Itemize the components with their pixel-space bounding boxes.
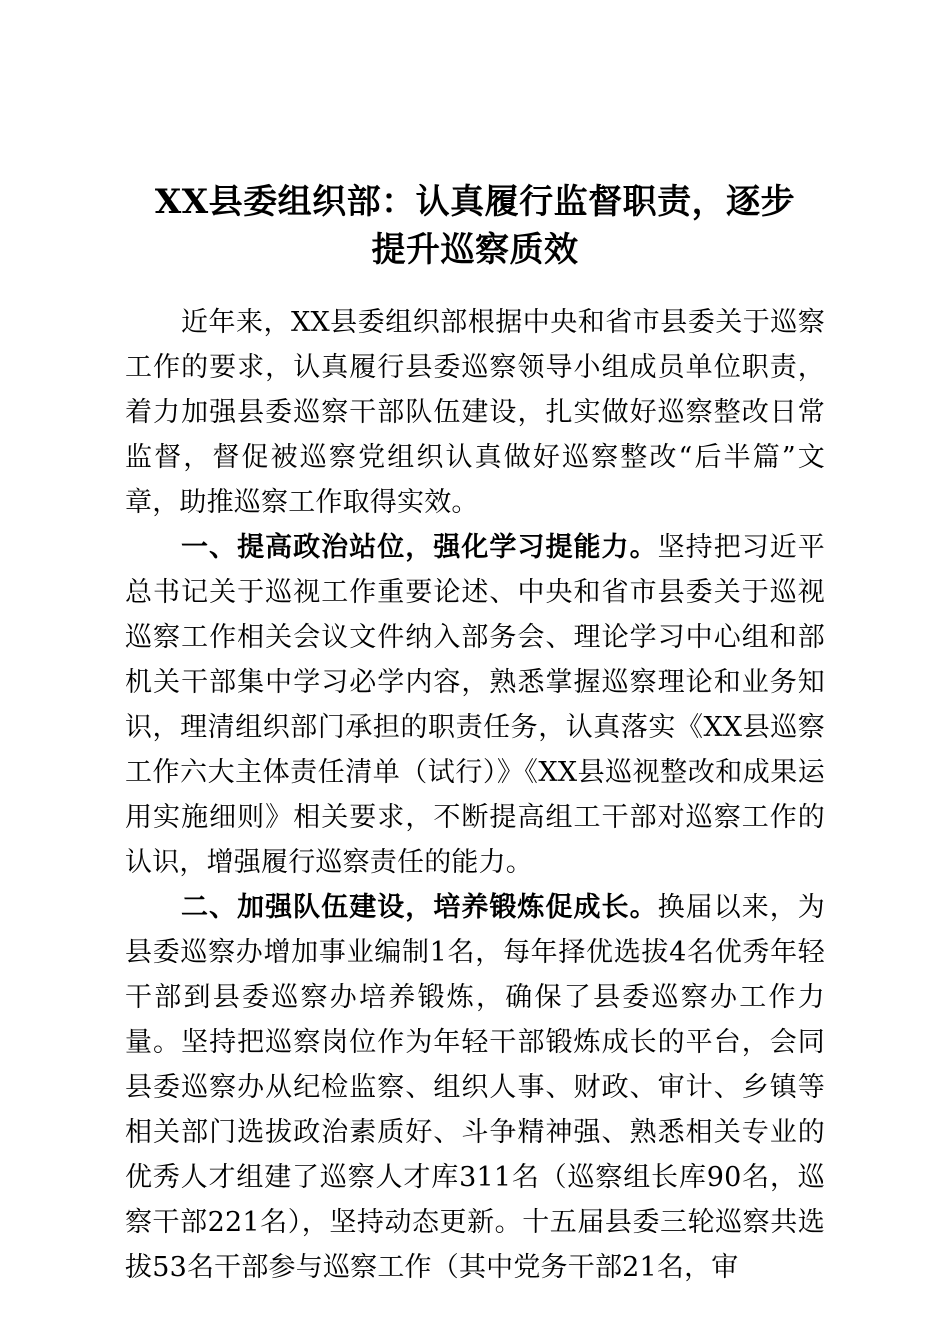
section-two-heading: 二、加强队伍建设，培养锻炼促成长。 — [181, 892, 658, 923]
section-one-heading: 一、提高政治站位，强化学习提能力。 — [181, 532, 658, 563]
paragraph-section-one — [125, 525, 825, 885]
document-body — [125, 274, 825, 1290]
page-title-line-1: XX县委组织部：认真履行监督职责，逐步 — [154, 182, 796, 222]
paragraph-section-two — [125, 885, 825, 1290]
page-text-column — [125, 0, 825, 1290]
paragraph-intro — [125, 300, 825, 525]
section-two-text: 换届以来，为县委巡察办增加事业编制1名，每年择优选拔4名优秀年轻干部到县委巡察办培养锻炼，确保了县委巡察办工作力量。坚持把巡察岗位作为年轻干部锻炼成长的平台，会同县委巡察办从纪检监察、组织人事、财政、审计、乡镇等相关部门选拔政治素质好、斗争精神强、熟悉相关专业的优秀人才组建了巡察人才库311名（巡察组长库90名，巡察干部221名），坚持动态更新。十五届县委三轮巡察共选拔53名干部参与巡察工作（其中党务干部21名，审 — [125, 892, 825, 1283]
page-title-line-2: 提升巡察质效 — [371, 230, 579, 270]
section-one-text: 坚持把习近平总书记关于巡视工作重要论述、中央和省市县委关于巡视巡察工作相关会议文件纳入部务会、理论学习中心组和部机关干部集中学习必学内容，熟悉掌握巡察理论和业务知识，理清组织部门承担的职责任务，认真落实《XX县巡察工作六大主体责任清单（试行）》《XX县巡视整改和成果运用实施细则》相关要求，不断提高组工干部对巡察工作的认识，增强履行巡察责任的能力。 — [125, 532, 826, 878]
page-title — [125, 0, 825, 274]
paragraph-intro-text: 近年来，XX县委组织部根据中央和省市县委关于巡察工作的要求，认真履行县委巡察领导小组成员单位职责，着力加强县委巡察干部队伍建设，扎实做好巡察整改日常监督，督促被巡察党组织认真做好巡察整改“后半篇”文章，助推巡察工作取得实效。 — [125, 307, 825, 518]
